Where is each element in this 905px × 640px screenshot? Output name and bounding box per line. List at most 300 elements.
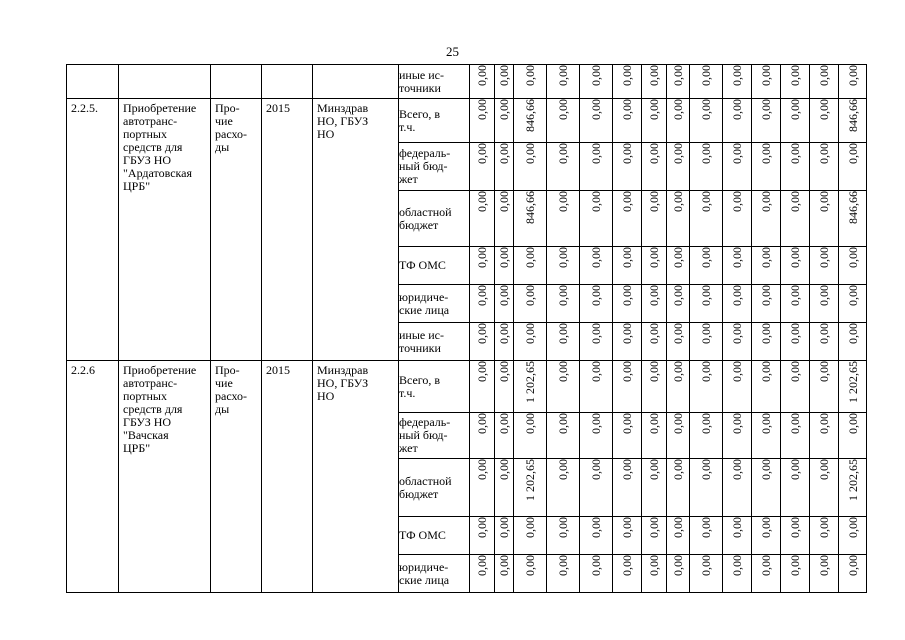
value-text: 0,00 (788, 361, 802, 382)
value-text: 0,00 (589, 323, 603, 344)
value-cell (781, 517, 810, 555)
value-cell (495, 323, 514, 361)
value-cell (667, 413, 690, 459)
value-cell (723, 517, 752, 555)
value-cell (547, 285, 580, 323)
value-cell (613, 517, 642, 555)
value-cell (514, 99, 547, 143)
value-cell (723, 323, 752, 361)
value-cell (667, 323, 690, 361)
value-cell (547, 65, 580, 99)
value-text: 0,00 (589, 247, 603, 268)
value-text: 0,00 (647, 323, 661, 344)
value-text: 0,00 (817, 323, 831, 344)
value-text: 0,00 (699, 361, 713, 382)
value-cell (752, 143, 781, 191)
value-text: 0,00 (589, 143, 603, 164)
value-cell (580, 285, 613, 323)
value-cell (781, 285, 810, 323)
value-text: 0,00 (730, 191, 744, 212)
value-cell (642, 361, 667, 413)
value-cell (547, 323, 580, 361)
value-text: 0,00 (497, 143, 511, 164)
table-row (67, 65, 867, 99)
value-cell (839, 143, 867, 191)
value-cell (613, 555, 642, 593)
value-cell (580, 555, 613, 593)
funding-source-label: областной бюджет (399, 459, 470, 517)
value-text: 0,00 (620, 361, 634, 382)
value-cell (547, 143, 580, 191)
value-text: 0,00 (788, 555, 802, 576)
value-cell (514, 191, 547, 247)
value-text: 0,00 (497, 361, 511, 382)
value-cell (810, 99, 839, 143)
value-cell (810, 413, 839, 459)
value-text: 0,00 (589, 191, 603, 212)
value-text: 0,00 (845, 517, 860, 538)
value-cell (723, 99, 752, 143)
page-number: 25 (446, 44, 459, 59)
value-cell (514, 285, 547, 323)
value-text: 0,00 (845, 65, 860, 86)
value-cell (613, 413, 642, 459)
item-code-cell (67, 65, 119, 99)
value-cell (723, 361, 752, 413)
value-cell (723, 459, 752, 517)
value-text: 0,00 (589, 99, 603, 120)
value-cell (752, 517, 781, 555)
value-cell (667, 285, 690, 323)
value-text: 0,00 (759, 247, 773, 268)
value-text: 0,00 (556, 555, 570, 576)
value-cell (580, 65, 613, 99)
value-text: 0,00 (671, 65, 685, 86)
value-cell (667, 555, 690, 593)
value-text: 0,00 (671, 143, 685, 164)
value-text: 0,00 (817, 517, 831, 538)
value-text: 0,00 (523, 413, 537, 434)
value-text: 1 202,65 (845, 361, 860, 403)
funding-source-label: юридиче- ские лица (399, 285, 470, 323)
value-text: 0,00 (759, 285, 773, 306)
item-code-cell (67, 361, 119, 593)
value-cell (470, 191, 495, 247)
value-text: 0,00 (730, 143, 744, 164)
value-text: 0,00 (647, 517, 661, 538)
year-cell (262, 65, 313, 99)
value-text: 0,00 (620, 65, 634, 86)
value-text: 0,00 (475, 361, 489, 382)
value-text: 0,00 (647, 413, 661, 434)
value-cell (752, 191, 781, 247)
value-text: 0,00 (817, 285, 831, 306)
funding-source-label: иные ис- точники (399, 323, 470, 361)
value-cell (839, 99, 867, 143)
value-text: 0,00 (620, 285, 634, 306)
value-text: 0,00 (817, 247, 831, 268)
value-text: 0,00 (845, 247, 860, 268)
value-text: 0,00 (647, 99, 661, 120)
year-text: 2015 (266, 363, 290, 377)
value-cell (514, 143, 547, 191)
value-cell (723, 555, 752, 593)
value-text: 0,00 (497, 323, 511, 344)
value-text: 0,00 (730, 413, 744, 434)
value-cell (667, 361, 690, 413)
value-cell (514, 555, 547, 593)
value-text: 0,00 (845, 143, 860, 164)
expense-type-text (211, 65, 261, 68)
value-cell (781, 413, 810, 459)
value-text: 0,00 (671, 99, 685, 120)
value-cell (810, 323, 839, 361)
expense-type-cell (211, 99, 262, 361)
value-text: 0,00 (647, 65, 661, 86)
value-cell (613, 247, 642, 285)
value-text: 0,00 (671, 555, 685, 576)
value-text: 0,00 (730, 323, 744, 344)
value-cell (723, 285, 752, 323)
value-cell (810, 143, 839, 191)
value-text: 0,00 (497, 247, 511, 268)
funding-source-label: юридиче- ские лица (399, 555, 470, 593)
value-text: 0,00 (759, 99, 773, 120)
value-cell (470, 285, 495, 323)
value-text: 0,00 (475, 143, 489, 164)
value-cell (781, 143, 810, 191)
value-cell (613, 361, 642, 413)
value-cell (723, 191, 752, 247)
value-text: 0,00 (817, 459, 831, 480)
value-cell (752, 285, 781, 323)
value-text: 0,00 (759, 143, 773, 164)
value-text: 0,00 (475, 459, 489, 480)
value-cell (495, 555, 514, 593)
value-text: 0,00 (475, 99, 489, 120)
value-cell (547, 191, 580, 247)
value-text: 0,00 (620, 191, 634, 212)
value-text: 0,00 (475, 247, 489, 268)
value-cell (839, 65, 867, 99)
value-text: 0,00 (788, 459, 802, 480)
value-text: 0,00 (556, 247, 570, 268)
budget-table (66, 64, 867, 593)
value-cell (752, 99, 781, 143)
value-text: 0,00 (475, 517, 489, 538)
value-text: 0,00 (647, 361, 661, 382)
value-cell (839, 191, 867, 247)
value-cell (470, 555, 495, 593)
value-cell (690, 191, 723, 247)
value-text: 0,00 (556, 517, 570, 538)
value-cell (752, 65, 781, 99)
value-cell (580, 517, 613, 555)
value-text: 0,00 (523, 285, 537, 306)
value-cell (723, 247, 752, 285)
value-text: 0,00 (647, 555, 661, 576)
value-text: 0,00 (699, 247, 713, 268)
value-cell (642, 191, 667, 247)
value-text: 1 202,65 (523, 361, 537, 403)
value-cell (470, 459, 495, 517)
value-cell (613, 459, 642, 517)
value-text: 0,00 (817, 143, 831, 164)
value-text: 0,00 (699, 191, 713, 212)
value-cell (495, 459, 514, 517)
value-cell (495, 65, 514, 99)
item-code-text: 2.2.5. (71, 101, 98, 115)
value-cell (690, 285, 723, 323)
value-text: 0,00 (556, 65, 570, 86)
value-text: 0,00 (556, 99, 570, 120)
value-cell (642, 65, 667, 99)
value-text: 1 202,65 (523, 459, 537, 501)
value-cell (810, 555, 839, 593)
value-text: 0,00 (699, 323, 713, 344)
expense-type-text: Про- чие расхо- ды (215, 101, 248, 154)
value-text: 0,00 (817, 65, 831, 86)
executor-text: Минздрав НО, ГБУЗ НО (317, 363, 369, 403)
value-cell (470, 247, 495, 285)
value-cell (613, 285, 642, 323)
table-row (67, 361, 867, 413)
funding-source-label: иные ис- точники (399, 65, 470, 99)
value-text: 0,00 (817, 191, 831, 212)
value-cell (690, 555, 723, 593)
value-cell (690, 65, 723, 99)
value-text: 0,00 (647, 285, 661, 306)
value-text: 0,00 (620, 459, 634, 480)
value-cell (580, 361, 613, 413)
value-cell (810, 361, 839, 413)
value-text: 0,00 (699, 99, 713, 120)
value-text: 0,00 (497, 65, 511, 86)
funding-source-label: федераль- ный бюд- жет (399, 143, 470, 191)
year-cell (262, 99, 313, 361)
value-cell (470, 413, 495, 459)
value-text: 0,00 (647, 247, 661, 268)
value-text: 846,66 (523, 99, 537, 132)
value-cell (667, 65, 690, 99)
value-cell (810, 285, 839, 323)
value-text: 0,00 (788, 247, 802, 268)
value-cell (752, 323, 781, 361)
value-text: 0,00 (817, 361, 831, 382)
value-cell (514, 65, 547, 99)
value-cell (642, 517, 667, 555)
value-text: 0,00 (699, 65, 713, 86)
year-cell (262, 361, 313, 593)
item-code-text (67, 65, 118, 68)
year-text: 2015 (266, 101, 290, 115)
value-cell (690, 361, 723, 413)
expense-type-cell (211, 65, 262, 99)
value-cell (547, 555, 580, 593)
value-cell (781, 247, 810, 285)
value-text: 0,00 (759, 459, 773, 480)
value-cell (690, 517, 723, 555)
value-cell (810, 517, 839, 555)
value-cell (470, 517, 495, 555)
value-cell (495, 143, 514, 191)
value-text: 0,00 (788, 99, 802, 120)
value-text: 0,00 (817, 555, 831, 576)
value-text: 0,00 (671, 323, 685, 344)
value-cell (810, 65, 839, 99)
value-text: 0,00 (788, 65, 802, 86)
value-text: 0,00 (730, 247, 744, 268)
value-cell (667, 191, 690, 247)
value-cell (723, 143, 752, 191)
value-text: 0,00 (523, 323, 537, 344)
value-cell (781, 361, 810, 413)
value-cell (470, 323, 495, 361)
value-cell (470, 361, 495, 413)
value-cell (810, 247, 839, 285)
value-cell (667, 459, 690, 517)
value-text: 0,00 (788, 517, 802, 538)
value-text: 0,00 (620, 555, 634, 576)
value-text: 0,00 (788, 191, 802, 212)
value-cell (495, 517, 514, 555)
value-text: 0,00 (523, 555, 537, 576)
value-text: 0,00 (556, 323, 570, 344)
value-cell (514, 459, 547, 517)
funding-source-label: федераль- ный бюд- жет (399, 413, 470, 459)
funding-source-label: ТФ ОМС (399, 517, 470, 555)
value-text: 0,00 (699, 143, 713, 164)
executor-cell (313, 361, 399, 593)
value-cell (752, 247, 781, 285)
value-text: 846,66 (845, 191, 860, 224)
value-text: 0,00 (556, 143, 570, 164)
value-text: 0,00 (671, 247, 685, 268)
expense-type-cell (211, 361, 262, 593)
value-cell (514, 517, 547, 555)
value-cell (514, 247, 547, 285)
value-text: 0,00 (589, 361, 603, 382)
value-cell (580, 99, 613, 143)
executor-cell (313, 99, 399, 361)
value-text: 0,00 (475, 285, 489, 306)
value-text: 0,00 (556, 361, 570, 382)
value-text: 0,00 (475, 413, 489, 434)
value-cell (547, 361, 580, 413)
item-name-cell (119, 99, 211, 361)
value-text: 0,00 (699, 285, 713, 306)
value-text: 0,00 (647, 191, 661, 212)
value-text: 846,66 (523, 191, 537, 224)
value-text: 0,00 (620, 247, 634, 268)
value-text: 0,00 (788, 323, 802, 344)
value-text: 0,00 (671, 517, 685, 538)
item-code-text: 2.2.6 (71, 363, 95, 377)
value-cell (470, 65, 495, 99)
value-cell (495, 191, 514, 247)
value-cell (690, 247, 723, 285)
value-text: 0,00 (497, 517, 511, 538)
value-cell (810, 459, 839, 517)
value-cell (752, 459, 781, 517)
value-text: 846,66 (845, 99, 860, 132)
value-cell (667, 517, 690, 555)
value-text: 0,00 (671, 285, 685, 306)
value-cell (547, 517, 580, 555)
value-cell (495, 413, 514, 459)
value-text: 1 202,65 (845, 459, 860, 501)
value-text: 0,00 (671, 191, 685, 212)
value-text: 0,00 (497, 191, 511, 212)
item-name-text (119, 65, 210, 68)
value-text: 0,00 (589, 413, 603, 434)
value-cell (613, 143, 642, 191)
expense-type-text: Про- чие расхо- ды (215, 363, 248, 416)
value-cell (752, 361, 781, 413)
value-text: 0,00 (730, 65, 744, 86)
value-text: 0,00 (556, 285, 570, 306)
value-text: 0,00 (845, 285, 860, 306)
value-text: 0,00 (523, 247, 537, 268)
value-cell (690, 323, 723, 361)
value-cell (642, 247, 667, 285)
executor-cell (313, 65, 399, 99)
value-text: 0,00 (589, 459, 603, 480)
value-cell (470, 99, 495, 143)
value-cell (642, 99, 667, 143)
value-cell (642, 285, 667, 323)
value-cell (723, 65, 752, 99)
funding-source-label: областной бюджет (399, 191, 470, 247)
value-text: 0,00 (475, 65, 489, 86)
value-text: 0,00 (759, 517, 773, 538)
value-cell (514, 413, 547, 459)
value-cell (781, 459, 810, 517)
value-cell (580, 323, 613, 361)
value-text: 0,00 (788, 143, 802, 164)
value-cell (642, 555, 667, 593)
value-cell (642, 413, 667, 459)
value-text: 0,00 (497, 285, 511, 306)
value-cell (839, 413, 867, 459)
value-cell (839, 323, 867, 361)
value-text: 0,00 (759, 65, 773, 86)
value-text: 0,00 (589, 555, 603, 576)
value-cell (723, 413, 752, 459)
value-cell (514, 323, 547, 361)
value-text: 0,00 (699, 517, 713, 538)
item-name-text: Приобретение автотранс- портных средств для ГБУЗ НО "Ардатовская ЦРБ" (123, 101, 197, 193)
value-text: 0,00 (730, 361, 744, 382)
value-text: 0,00 (523, 517, 537, 538)
value-text: 0,00 (556, 191, 570, 212)
value-text: 0,00 (556, 413, 570, 434)
value-text: 0,00 (523, 143, 537, 164)
item-name-text: Приобретение автотранс- портных средств для ГБУЗ НО "Вачская ЦРБ" (123, 363, 197, 455)
value-cell (690, 413, 723, 459)
value-text: 0,00 (671, 459, 685, 480)
value-text: 0,00 (620, 143, 634, 164)
item-name-cell (119, 65, 211, 99)
value-cell (495, 361, 514, 413)
value-cell (613, 323, 642, 361)
value-cell (667, 143, 690, 191)
value-text: 0,00 (620, 99, 634, 120)
value-cell (580, 143, 613, 191)
value-text: 0,00 (497, 555, 511, 576)
value-text: 0,00 (759, 361, 773, 382)
value-cell (839, 361, 867, 413)
